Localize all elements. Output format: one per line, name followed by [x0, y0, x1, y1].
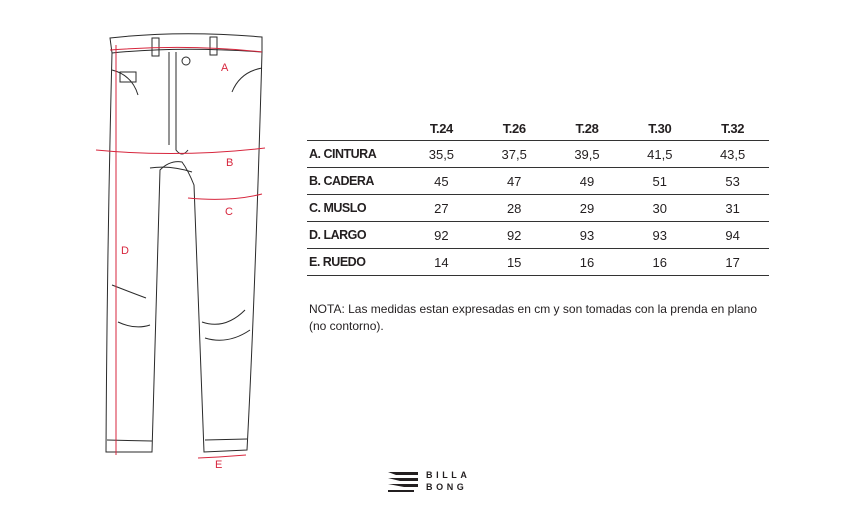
jeans-diagram: [0, 0, 300, 490]
row-label: C. MUSLO: [307, 195, 405, 222]
brand-name: [426, 469, 471, 493]
header-corner: [307, 116, 405, 141]
table-cell: 37,5: [478, 141, 551, 168]
label-c: C: [225, 206, 233, 218]
size-header: T.26: [478, 116, 551, 141]
billabong-wave-icon: [386, 468, 420, 494]
size-table: [307, 116, 769, 276]
row-label: B. CADERA: [307, 168, 405, 195]
table-row: [307, 141, 769, 168]
jeans-outline: [106, 34, 262, 452]
table-cell: 17: [696, 249, 769, 276]
table-cell: 49: [551, 168, 624, 195]
table-cell: 39,5: [551, 141, 624, 168]
table-cell: 31: [696, 195, 769, 222]
row-label: A. CINTURA: [307, 141, 405, 168]
row-label: E. RUEDO: [307, 249, 405, 276]
table-cell: 27: [405, 195, 478, 222]
size-header-row: [307, 116, 769, 141]
size-header: T.32: [696, 116, 769, 141]
row-label: D. LARGO: [307, 222, 405, 249]
brand-line-2: BONG: [426, 482, 468, 492]
note-line-2: (no contorno).: [309, 319, 384, 333]
label-b: B: [226, 157, 234, 169]
brand-line-1: BILLA: [426, 470, 471, 480]
note-line-1: NOTA: Las medidas estan expresadas en cm y son tomadas con la prenda en plano: [309, 302, 758, 316]
table-cell: 93: [551, 222, 624, 249]
table-cell: 15: [478, 249, 551, 276]
table-cell: 53: [696, 168, 769, 195]
size-header: T.28: [551, 116, 624, 141]
table-cell: 28: [478, 195, 551, 222]
table-cell: 41,5: [623, 141, 696, 168]
table-cell: 43,5: [696, 141, 769, 168]
table-row: [307, 168, 769, 195]
table-cell: 16: [623, 249, 696, 276]
table-row: [307, 222, 769, 249]
table-cell: 35,5: [405, 141, 478, 168]
table-row: [307, 195, 769, 222]
table-cell: 30: [623, 195, 696, 222]
table-cell: 92: [478, 222, 551, 249]
brand-logo: [386, 468, 471, 494]
table-cell: 29: [551, 195, 624, 222]
table-cell: 94: [696, 222, 769, 249]
table-cell: 45: [405, 168, 478, 195]
size-header: T.30: [623, 116, 696, 141]
label-e: E: [215, 459, 223, 471]
table-cell: 16: [551, 249, 624, 276]
size-header: T.24: [405, 116, 478, 141]
table-cell: 93: [623, 222, 696, 249]
table-cell: 14: [405, 249, 478, 276]
measurement-note: [309, 301, 779, 335]
table-cell: 47: [478, 168, 551, 195]
table-cell: 92: [405, 222, 478, 249]
label-a: A: [221, 62, 229, 74]
table-cell: 51: [623, 168, 696, 195]
label-d: D: [121, 245, 129, 257]
table-row: [307, 249, 769, 276]
